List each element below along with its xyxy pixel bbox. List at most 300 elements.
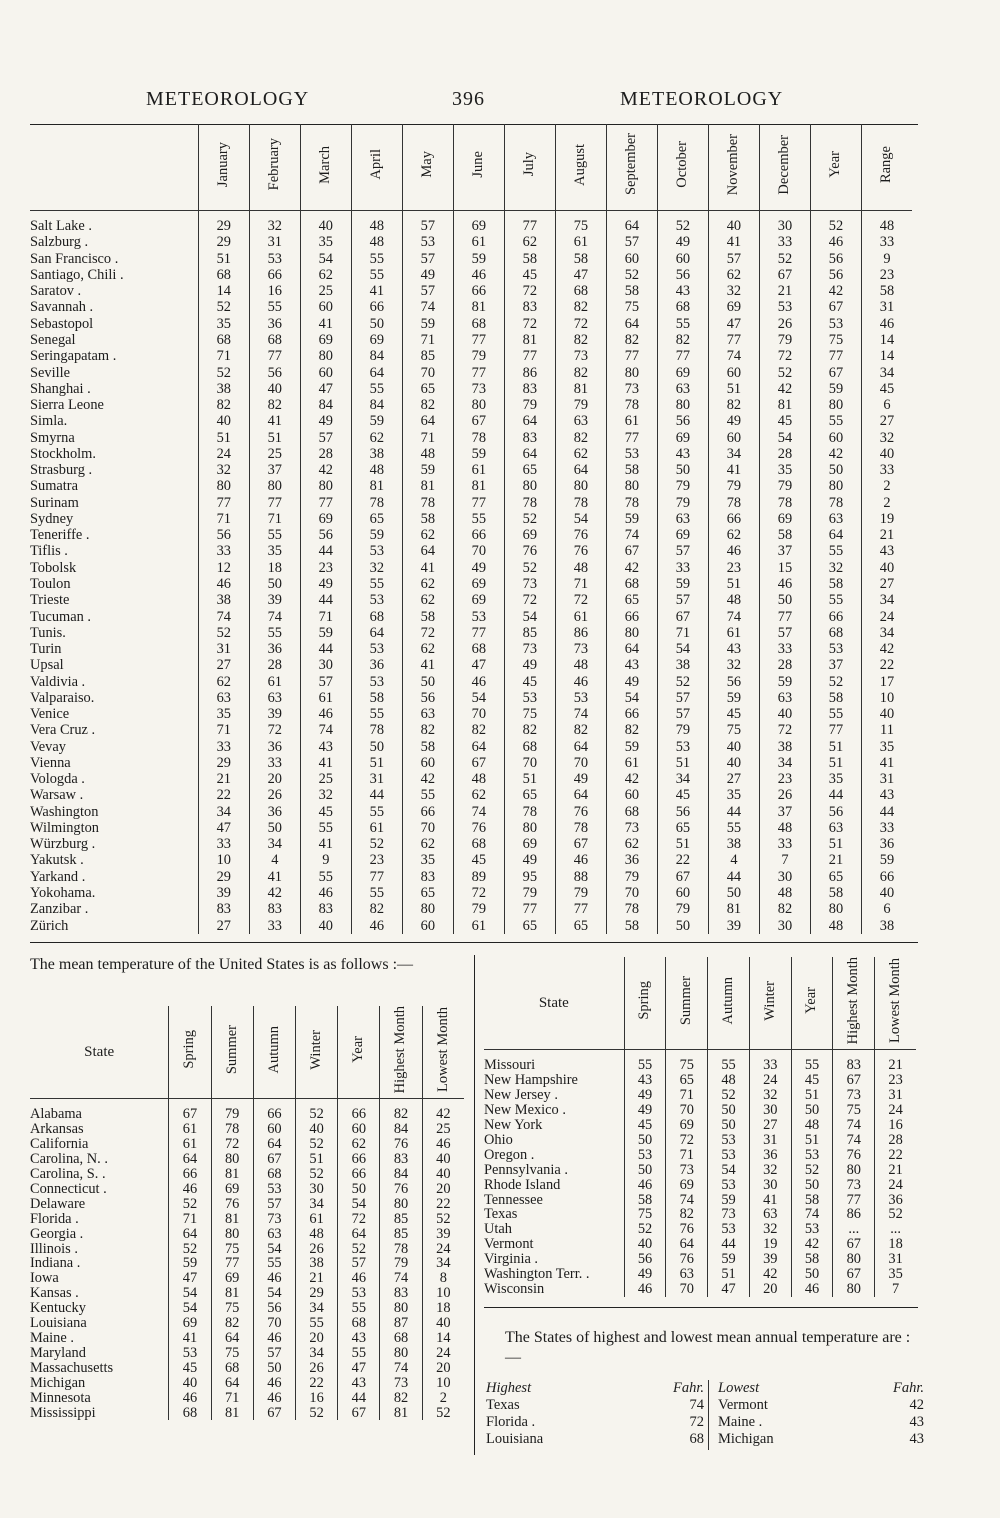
- temperature-cell: 45: [791, 1073, 833, 1088]
- extremes-row: [486, 1431, 926, 1448]
- temperature-cell: 80: [504, 478, 555, 494]
- temperature-cell: 81: [402, 478, 453, 494]
- temperature-cell: 80: [300, 478, 351, 494]
- temperature-cell: 62: [402, 641, 453, 657]
- temperature-cell: 62: [351, 429, 402, 445]
- temperature-cell: 75: [555, 218, 606, 234]
- temperature-cell: 74: [380, 1361, 422, 1376]
- state-name: Maine .: [30, 1330, 74, 1346]
- temperature-cell: 69: [504, 836, 555, 852]
- temperature-cell: 66: [351, 299, 402, 315]
- column-label: Summer: [223, 1025, 240, 1075]
- temperature-cell: 24: [198, 446, 249, 462]
- lowest-state: Michigan: [718, 1431, 774, 1447]
- temperature-cell: 54: [253, 1242, 295, 1257]
- temperature-cell: 62: [606, 836, 657, 852]
- temperature-cell: 74: [833, 1133, 875, 1148]
- temperature-cell: 57: [338, 1256, 380, 1271]
- temperature-cell: 77: [351, 869, 402, 885]
- temperature-cell: 67: [657, 608, 708, 624]
- temperature-cell: 55: [810, 706, 861, 722]
- temperature-cell: 50: [657, 917, 708, 933]
- table-row: [30, 1122, 464, 1137]
- place-name: Zürich: [30, 917, 69, 934]
- state-name: Wisconsin: [484, 1281, 545, 1297]
- temperature-cell: 55: [657, 316, 708, 332]
- temperature-cell: 54: [453, 690, 504, 706]
- temperature-cell: 71: [666, 1088, 708, 1103]
- temperature-cell: 52: [296, 1137, 338, 1152]
- temperature-cell: 26: [296, 1361, 338, 1376]
- temperature-cell: 51: [810, 739, 861, 755]
- temperature-cell: 56: [198, 527, 249, 543]
- temperature-cell: 55: [249, 299, 300, 315]
- state-name: New Mexico .: [484, 1102, 566, 1119]
- temperature-cell: 82: [402, 722, 453, 738]
- temperature-cell: 43: [338, 1376, 380, 1391]
- temperature-cell: 59: [169, 1256, 211, 1271]
- place-name: Yokohama.: [30, 885, 96, 902]
- temperature-cell: 52: [810, 673, 861, 689]
- us-temperature-table-right: [484, 957, 916, 1297]
- temperature-cell: 19: [861, 511, 912, 527]
- table-row: [30, 495, 912, 511]
- state-name: New Hampshire: [484, 1072, 578, 1089]
- temperature-cell: 76: [380, 1137, 422, 1152]
- temperature-cell: 66: [606, 706, 657, 722]
- temperature-cell: 51: [198, 251, 249, 267]
- place-name: Vologda .: [30, 771, 85, 788]
- temperature-cell: 50: [351, 316, 402, 332]
- temperature-cell: 28: [249, 657, 300, 673]
- column-label: August: [572, 143, 589, 186]
- temperature-cell: 60: [253, 1122, 295, 1137]
- temperature-cell: 80: [300, 348, 351, 364]
- temperature-cell: 35: [708, 787, 759, 803]
- temperature-cell: 78: [402, 495, 453, 511]
- place-name: Surinam: [30, 494, 79, 511]
- temperature-cell: 79: [759, 478, 810, 494]
- temperature-cell: 72: [402, 625, 453, 641]
- temperature-cell: 51: [504, 771, 555, 787]
- temperature-cell: 71: [402, 429, 453, 445]
- temperature-cell: 37: [810, 657, 861, 673]
- temperature-cell: 82: [555, 299, 606, 315]
- temperature-cell: 55: [351, 251, 402, 267]
- temperature-cell: 28: [300, 446, 351, 462]
- temperature-cell: 36: [861, 836, 912, 852]
- temperature-cell: 17: [861, 673, 912, 689]
- temperature-cell: 63: [657, 511, 708, 527]
- temperature-cell: 50: [249, 820, 300, 836]
- season-column-header: [169, 1006, 211, 1099]
- temperature-cell: 45: [300, 804, 351, 820]
- state-column-header: State: [484, 957, 624, 1050]
- temperature-cell: 57: [402, 251, 453, 267]
- us-temperature-table-left: [30, 1006, 464, 1420]
- table-row: [30, 1271, 464, 1286]
- temperature-cell: 63: [555, 413, 606, 429]
- temperature-cell: 21: [861, 527, 912, 543]
- highest-value: 72: [689, 1414, 704, 1430]
- us-intro-text: The mean temperature of the United States is as follows :—: [30, 956, 414, 973]
- temperature-cell: 55: [249, 625, 300, 641]
- table-row: [484, 1178, 916, 1193]
- running-header-left: METEOROLOGY: [146, 88, 310, 110]
- temperature-cell: 68: [453, 641, 504, 657]
- temperature-cell: 55: [351, 706, 402, 722]
- temperature-cell: 49: [504, 657, 555, 673]
- temperature-cell: 69: [657, 527, 708, 543]
- temperature-cell: 52: [504, 560, 555, 576]
- temperature-cell: 21: [810, 852, 861, 868]
- temperature-cell: 65: [606, 592, 657, 608]
- temperature-cell: 31: [875, 1252, 916, 1267]
- temperature-cell: 55: [300, 869, 351, 885]
- temperature-cell: 76: [504, 543, 555, 559]
- place-name: Salt Lake .: [30, 218, 92, 235]
- temperature-cell: 31: [749, 1133, 791, 1148]
- temperature-cell: 64: [402, 543, 453, 559]
- temperature-cell: 67: [833, 1073, 875, 1088]
- lowest-state: Maine .: [718, 1414, 763, 1430]
- temperature-cell: 33: [249, 917, 300, 933]
- table-row: [484, 1237, 916, 1252]
- temperature-cell: 32: [300, 787, 351, 803]
- temperature-cell: 70: [402, 364, 453, 380]
- temperature-cell: 47: [453, 657, 504, 673]
- temperature-cell: 38: [708, 836, 759, 852]
- temperature-cell: 33: [861, 820, 912, 836]
- temperature-cell: 62: [708, 267, 759, 283]
- temperature-cell: 52: [198, 299, 249, 315]
- temperature-cell: 45: [861, 381, 912, 397]
- temperature-cell: 68: [211, 1361, 253, 1376]
- temperature-cell: 77: [453, 332, 504, 348]
- extremes-row: [486, 1414, 926, 1431]
- temperature-cell: 69: [759, 511, 810, 527]
- highest-value: 74: [689, 1397, 704, 1413]
- table-row: [484, 1252, 916, 1267]
- temperature-cell: 74: [380, 1271, 422, 1286]
- temperature-cell: 26: [249, 787, 300, 803]
- temperature-cell: 55: [351, 267, 402, 283]
- temperature-cell: 70: [253, 1316, 295, 1331]
- state-name: Delaware: [30, 1195, 86, 1212]
- temperature-cell: 33: [249, 755, 300, 771]
- temperature-cell: 82: [555, 429, 606, 445]
- temperature-cell: 30: [749, 1178, 791, 1193]
- temperature-cell: 37: [759, 804, 810, 820]
- temperature-cell: 2: [861, 478, 912, 494]
- place-name: Sebastopol: [30, 315, 94, 332]
- temperature-cell: 57: [657, 592, 708, 608]
- temperature-cell: 77: [300, 495, 351, 511]
- temperature-cell: 65: [504, 462, 555, 478]
- temperature-cell: 86: [555, 625, 606, 641]
- temperature-cell: 35: [300, 234, 351, 250]
- temperature-cell: 81: [351, 478, 402, 494]
- temperature-cell: 51: [249, 429, 300, 445]
- table-row: [30, 901, 912, 917]
- temperature-cell: 72: [453, 885, 504, 901]
- temperature-cell: 42: [606, 771, 657, 787]
- temperature-cell: ...: [875, 1222, 916, 1237]
- temperature-cell: 89: [453, 869, 504, 885]
- temperature-cell: 86: [833, 1207, 875, 1222]
- temperature-cell: 58: [810, 576, 861, 592]
- lowest-value: 43: [909, 1414, 924, 1430]
- temperature-cell: 80: [606, 364, 657, 380]
- temperature-cell: 14: [422, 1331, 464, 1346]
- temperature-cell: 55: [453, 511, 504, 527]
- temperature-cell: 35: [402, 852, 453, 868]
- temperature-cell: 82: [402, 397, 453, 413]
- temperature-cell: 50: [791, 1267, 833, 1282]
- temperature-cell: 84: [351, 348, 402, 364]
- column-label: March: [317, 145, 334, 184]
- temperature-cell: 77: [708, 332, 759, 348]
- temperature-cell: 31: [861, 299, 912, 315]
- place-name: Simla.: [30, 413, 68, 430]
- temperature-cell: 67: [453, 413, 504, 429]
- temperature-cell: 83: [402, 869, 453, 885]
- temperature-cell: 75: [211, 1301, 253, 1316]
- table-row: [30, 462, 912, 478]
- temperature-cell: 61: [708, 625, 759, 641]
- column-label: Summer: [678, 976, 695, 1026]
- place-name: Stockholm.: [30, 445, 96, 462]
- temperature-cell: 83: [380, 1286, 422, 1301]
- temperature-cell: 77: [810, 348, 861, 364]
- temperature-cell: 52: [657, 673, 708, 689]
- temperature-cell: 53: [708, 1148, 750, 1163]
- temperature-cell: 64: [504, 413, 555, 429]
- table-row: [30, 1152, 464, 1167]
- temperature-cell: 40: [861, 706, 912, 722]
- temperature-cell: 67: [606, 543, 657, 559]
- place-name: Washington: [30, 803, 99, 820]
- temperature-cell: 61: [453, 234, 504, 250]
- temperature-cell: 42: [249, 885, 300, 901]
- temperature-cell: 55: [791, 1058, 833, 1073]
- temperature-cell: 67: [253, 1152, 295, 1167]
- place-column-header: [30, 124, 198, 211]
- temperature-cell: 40: [708, 218, 759, 234]
- table-row: [30, 820, 912, 836]
- temperature-cell: 69: [169, 1316, 211, 1331]
- state-name: Oregon .: [484, 1146, 535, 1163]
- temperature-cell: 44: [810, 787, 861, 803]
- temperature-cell: 22: [198, 787, 249, 803]
- temperature-cell: 46: [453, 673, 504, 689]
- temperature-cell: 68: [555, 283, 606, 299]
- table-row: [30, 836, 912, 852]
- temperature-cell: 68: [198, 267, 249, 283]
- state-name: Louisiana: [30, 1315, 87, 1332]
- temperature-cell: 75: [708, 722, 759, 738]
- temperature-cell: 54: [338, 1197, 380, 1212]
- temperature-cell: 39: [422, 1227, 464, 1242]
- column-label: February: [266, 138, 283, 191]
- temperature-cell: 52: [759, 364, 810, 380]
- temperature-cell: 83: [504, 299, 555, 315]
- table-row: [30, 332, 912, 348]
- temperature-cell: 80: [453, 397, 504, 413]
- temperature-cell: 52: [606, 267, 657, 283]
- temperature-cell: 69: [300, 511, 351, 527]
- table-row: [30, 527, 912, 543]
- temperature-cell: 46: [624, 1178, 666, 1193]
- table-row: [30, 1107, 464, 1122]
- temperature-cell: 81: [380, 1406, 422, 1421]
- temperature-cell: 66: [338, 1107, 380, 1122]
- temperature-cell: 77: [833, 1193, 875, 1208]
- table-row: [484, 1267, 916, 1282]
- temperature-cell: 55: [351, 381, 402, 397]
- temperature-cell: 35: [759, 462, 810, 478]
- temperature-cell: 80: [833, 1282, 875, 1297]
- temperature-cell: 79: [380, 1256, 422, 1271]
- temperature-cell: 58: [402, 739, 453, 755]
- place-name: Trieste: [30, 592, 70, 609]
- season-column-header: [875, 957, 916, 1050]
- temperature-cell: 10: [422, 1376, 464, 1391]
- temperature-cell: 57: [657, 543, 708, 559]
- temperature-cell: 69: [211, 1271, 253, 1286]
- table-row: [30, 543, 912, 559]
- place-name: Sydney: [30, 510, 74, 527]
- temperature-cell: 50: [624, 1163, 666, 1178]
- temperature-cell: 63: [810, 820, 861, 836]
- temperature-cell: 64: [555, 462, 606, 478]
- temperature-cell: 72: [338, 1212, 380, 1227]
- temperature-cell: 75: [211, 1242, 253, 1257]
- temperature-cell: 37: [249, 462, 300, 478]
- table-row: [30, 397, 912, 413]
- temperature-cell: 60: [606, 787, 657, 803]
- temperature-cell: 52: [422, 1406, 464, 1421]
- temperature-cell: 49: [555, 771, 606, 787]
- temperature-cell: 45: [708, 706, 759, 722]
- temperature-cell: 38: [861, 917, 912, 933]
- temperature-cell: 39: [249, 706, 300, 722]
- season-column-header: [253, 1006, 295, 1099]
- temperature-cell: 18: [249, 560, 300, 576]
- temperature-cell: 76: [666, 1222, 708, 1237]
- temperature-cell: 46: [624, 1282, 666, 1297]
- temperature-cell: 44: [300, 641, 351, 657]
- temperature-cell: 46: [810, 234, 861, 250]
- temperature-cell: 40: [422, 1167, 464, 1182]
- temperature-cell: 64: [504, 446, 555, 462]
- temperature-cell: 41: [249, 869, 300, 885]
- temperature-cell: 53: [606, 446, 657, 462]
- temperature-cell: 78: [351, 722, 402, 738]
- temperature-cell: 78: [606, 901, 657, 917]
- season-column-header: [380, 1006, 422, 1099]
- temperature-cell: 80: [198, 478, 249, 494]
- temperature-cell: 56: [657, 267, 708, 283]
- temperature-cell: 62: [402, 576, 453, 592]
- temperature-cell: 67: [833, 1267, 875, 1282]
- temperature-cell: 46: [169, 1182, 211, 1197]
- temperature-cell: 67: [253, 1406, 295, 1421]
- temperature-cell: 64: [606, 316, 657, 332]
- temperature-cell: 33: [198, 836, 249, 852]
- place-name: Tunis.: [30, 624, 66, 641]
- state-name: Kansas .: [30, 1285, 79, 1302]
- temperature-cell: 18: [422, 1301, 464, 1316]
- monthly-temperature-table: [30, 124, 912, 934]
- temperature-cell: 80: [555, 478, 606, 494]
- temperature-cell: 71: [211, 1391, 253, 1406]
- temperature-cell: 57: [253, 1346, 295, 1361]
- table-row: [30, 1376, 464, 1391]
- table-row: [30, 413, 912, 429]
- temperature-cell: 42: [422, 1107, 464, 1122]
- temperature-cell: 40: [861, 885, 912, 901]
- temperature-cell: 52: [338, 1242, 380, 1257]
- temperature-cell: 68: [253, 1167, 295, 1182]
- temperature-cell: 57: [402, 218, 453, 234]
- temperature-cell: 33: [198, 739, 249, 755]
- table-row: [484, 1088, 916, 1103]
- temperature-cell: 22: [875, 1148, 916, 1163]
- temperature-cell: 78: [453, 429, 504, 445]
- temperature-cell: 24: [422, 1242, 464, 1257]
- temperature-cell: 41: [249, 413, 300, 429]
- state-name: Rhode Island: [484, 1176, 561, 1193]
- place-name: Turin: [30, 641, 62, 658]
- place-name: San Francisco .: [30, 250, 119, 267]
- temperature-cell: 71: [198, 511, 249, 527]
- temperature-cell: 36: [606, 852, 657, 868]
- column-label: Spring: [181, 1030, 198, 1070]
- temperature-cell: 80: [606, 625, 657, 641]
- place-name: Tiflis .: [30, 543, 68, 560]
- month-column-header: [759, 124, 810, 211]
- temperature-cell: 56: [810, 804, 861, 820]
- temperature-cell: 82: [606, 332, 657, 348]
- temperature-cell: 64: [169, 1152, 211, 1167]
- temperature-cell: 59: [606, 739, 657, 755]
- temperature-cell: 55: [708, 1058, 750, 1073]
- table-row: [30, 1346, 464, 1361]
- temperature-cell: 68: [453, 836, 504, 852]
- temperature-cell: 79: [657, 495, 708, 511]
- temperature-cell: 74: [402, 299, 453, 315]
- temperature-cell: 40: [422, 1316, 464, 1331]
- temperature-cell: 27: [198, 917, 249, 933]
- temperature-cell: 78: [555, 820, 606, 836]
- temperature-cell: 69: [351, 332, 402, 348]
- temperature-cell: 60: [300, 299, 351, 315]
- temperature-cell: 50: [759, 592, 810, 608]
- temperature-cell: 78: [351, 495, 402, 511]
- temperature-cell: 38: [198, 592, 249, 608]
- temperature-cell: 4: [249, 852, 300, 868]
- temperature-cell: 53: [708, 1222, 750, 1237]
- temperature-cell: 40: [708, 739, 759, 755]
- temperature-cell: 28: [759, 657, 810, 673]
- temperature-cell: 47: [338, 1361, 380, 1376]
- temperature-cell: 21: [875, 1163, 916, 1178]
- table-row: [30, 1406, 464, 1421]
- temperature-cell: 74: [791, 1207, 833, 1222]
- temperature-cell: 68: [249, 332, 300, 348]
- temperature-cell: 83: [504, 429, 555, 445]
